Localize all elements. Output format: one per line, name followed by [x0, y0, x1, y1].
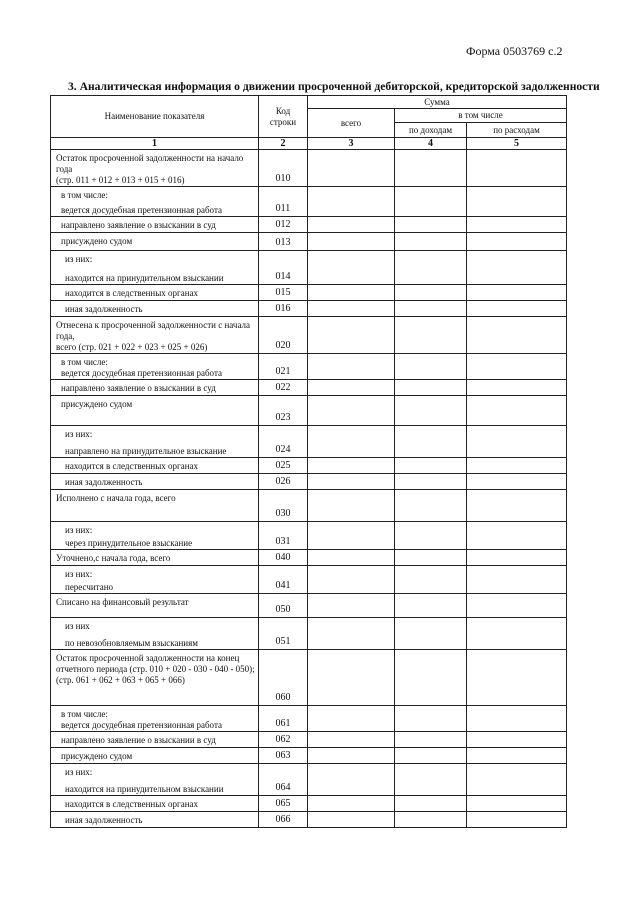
row-name-line: ведется досудебная претензионная работа — [61, 205, 222, 215]
cell-total[interactable] — [308, 650, 395, 706]
cell-total[interactable] — [308, 150, 395, 187]
column-number: 3 — [308, 138, 395, 150]
cell-expense[interactable] — [467, 458, 567, 474]
row-code: 041 — [259, 566, 308, 594]
column-number: 4 — [395, 138, 467, 150]
row-code: 012 — [259, 217, 308, 233]
row-name-line: Остаток просроченной задолженности на начало года — [56, 153, 244, 174]
table-row — [51, 474, 567, 490]
table-row — [51, 732, 567, 748]
cell-income[interactable] — [395, 474, 467, 490]
row-code: 015 — [259, 285, 308, 301]
row-name — [51, 396, 259, 426]
row-name-line: из них: — [65, 525, 93, 535]
row-name — [51, 618, 259, 650]
row-name — [51, 706, 259, 732]
cell-expense[interactable] — [467, 650, 567, 706]
table-row — [51, 233, 567, 251]
row-code: 021 — [259, 354, 308, 380]
row-code: 011 — [259, 187, 308, 217]
cell-expense[interactable] — [467, 354, 567, 380]
row-name — [51, 732, 259, 748]
table-row — [51, 317, 567, 354]
row-code: 014 — [259, 251, 308, 285]
header-code-line1: Код — [275, 105, 291, 116]
cell-expense[interactable] — [467, 187, 567, 217]
row-name-line: из них: — [65, 767, 93, 777]
row-name — [51, 490, 259, 522]
row-name-line: Отнесена к просроченной задолженности с начала года, — [56, 320, 251, 341]
cell-total[interactable] — [308, 354, 395, 380]
table-row — [51, 594, 567, 618]
row-code: 030 — [259, 490, 308, 522]
section-title: 3. Аналитическая информация о движении просроченной дебиторской, кредиторской задолженности — [68, 80, 600, 93]
cell-expense[interactable] — [467, 396, 567, 426]
cell-income[interactable] — [395, 317, 467, 354]
row-name — [51, 458, 259, 474]
row-name — [51, 317, 259, 354]
table-row — [51, 251, 567, 285]
cell-total[interactable] — [308, 317, 395, 354]
table-row — [51, 285, 567, 301]
row-code: 022 — [259, 380, 308, 396]
cell-income[interactable] — [395, 764, 467, 796]
row-code: 024 — [259, 426, 308, 458]
row-name-line: из них — [65, 621, 90, 631]
row-name-line: иная задолженность — [65, 304, 143, 314]
cell-expense[interactable] — [467, 812, 567, 828]
cell-expense[interactable] — [467, 490, 567, 522]
cell-expense[interactable] — [467, 380, 567, 396]
cell-total[interactable] — [308, 251, 395, 285]
table-row — [51, 301, 567, 317]
cell-income[interactable] — [395, 618, 467, 650]
cell-expense[interactable] — [467, 550, 567, 566]
row-code: 051 — [259, 618, 308, 650]
row-name — [51, 594, 259, 618]
cell-total[interactable] — [308, 706, 395, 732]
header-income: по доходам — [395, 123, 467, 138]
row-name-line: из них: — [65, 569, 93, 579]
cell-income[interactable] — [395, 285, 467, 301]
row-code: 040 — [259, 550, 308, 566]
row-name-line: из них: — [65, 429, 93, 439]
row-name — [51, 233, 259, 251]
cell-income[interactable] — [395, 187, 467, 217]
row-name-line: присуждено судом — [61, 751, 133, 761]
row-code: 060 — [259, 650, 308, 706]
cell-total[interactable] — [308, 217, 395, 233]
row-name — [51, 301, 259, 317]
table-row — [51, 706, 567, 732]
row-name-line: иная задолженность — [65, 477, 143, 487]
row-code: 063 — [259, 748, 308, 764]
cell-expense[interactable] — [467, 748, 567, 764]
cell-income[interactable] — [395, 566, 467, 594]
cell-income[interactable] — [395, 426, 467, 458]
table-row — [51, 426, 567, 458]
table-row — [51, 764, 567, 796]
row-name-line: через принудительное взыскание — [65, 538, 193, 548]
table-row — [51, 458, 567, 474]
row-name-line: находится в следственных органах — [65, 799, 199, 809]
row-code: 016 — [259, 301, 308, 317]
row-name-line: находится в следственных органах — [65, 288, 199, 298]
column-number: 1 — [51, 138, 259, 150]
cell-total[interactable] — [308, 594, 395, 618]
table-row — [51, 396, 567, 426]
row-name-line: Исполнено с начала года, всего — [56, 493, 176, 503]
cell-total[interactable] — [308, 618, 395, 650]
cell-expense[interactable] — [467, 522, 567, 550]
row-name-line: направлено заявление о взыскании в суд — [61, 735, 216, 745]
cell-total[interactable] — [308, 426, 395, 458]
cell-expense[interactable] — [467, 301, 567, 317]
row-name — [51, 217, 259, 233]
row-name-line: направлено заявление о взыскании в суд — [61, 383, 216, 393]
cell-total[interactable] — [308, 233, 395, 251]
cell-income[interactable] — [395, 380, 467, 396]
column-number: 2 — [259, 138, 308, 150]
cell-total[interactable] — [308, 748, 395, 764]
row-code: 020 — [259, 317, 308, 354]
row-name-line: находится на принудительном взыскании — [65, 273, 224, 283]
cell-total[interactable] — [308, 812, 395, 828]
table-row — [51, 748, 567, 764]
row-code: 026 — [259, 474, 308, 490]
cell-expense[interactable] — [467, 217, 567, 233]
cell-total[interactable] — [308, 566, 395, 594]
cell-income[interactable] — [395, 594, 467, 618]
table-row — [51, 812, 567, 828]
cell-income[interactable] — [395, 217, 467, 233]
cell-income[interactable] — [395, 251, 467, 285]
row-name-line: направлено на принудительное взыскание — [65, 446, 227, 456]
cell-income[interactable] — [395, 150, 467, 187]
row-name-line: Уточнено,с начала года, всего — [56, 553, 171, 563]
table-row — [51, 522, 567, 550]
cell-income[interactable] — [395, 396, 467, 426]
cell-income[interactable] — [395, 748, 467, 764]
row-name — [51, 426, 259, 458]
cell-total[interactable] — [308, 550, 395, 566]
cell-income[interactable] — [395, 233, 467, 251]
cell-total[interactable] — [308, 796, 395, 812]
row-name — [51, 354, 259, 380]
cell-expense[interactable] — [467, 764, 567, 796]
row-name-line: из них: — [65, 254, 93, 264]
cell-income[interactable] — [395, 812, 467, 828]
row-name-line: в том числе: — [61, 190, 108, 200]
cell-total[interactable] — [308, 301, 395, 317]
row-name-line: пересчитано — [65, 582, 114, 592]
cell-total[interactable] — [308, 474, 395, 490]
header-code — [259, 96, 308, 138]
cell-expense[interactable] — [467, 706, 567, 732]
row-name-line: всего (стр. 021 + 022 + 023 + 025 + 026) — [56, 342, 208, 352]
row-code: 066 — [259, 812, 308, 828]
row-code: 013 — [259, 233, 308, 251]
cell-expense[interactable] — [467, 285, 567, 301]
row-name-line: иная задолженность — [65, 815, 143, 825]
table-row — [51, 187, 567, 217]
table-row — [51, 217, 567, 233]
table-row — [51, 566, 567, 594]
row-name-line: (стр. 061 + 062 + 063 + 065 + 066) — [56, 675, 185, 685]
cell-expense[interactable] — [467, 566, 567, 594]
form-code: Форма 0503769 с.2 — [466, 44, 563, 58]
row-name-line: (стр. 011 + 012 + 013 + 015 + 016) — [56, 175, 185, 185]
row-name-line: находится на принудительном взыскании — [65, 784, 224, 794]
cell-income[interactable] — [395, 796, 467, 812]
cell-total[interactable] — [308, 458, 395, 474]
cell-income[interactable] — [395, 354, 467, 380]
row-name — [51, 796, 259, 812]
row-code: 031 — [259, 522, 308, 550]
table-row — [51, 796, 567, 812]
cell-total[interactable] — [308, 764, 395, 796]
row-name-line: отчетного периода (стр. 010 + 020 - 030 - 040 - 050); — [56, 664, 255, 674]
cell-expense[interactable] — [467, 732, 567, 748]
arrears-table — [50, 95, 567, 828]
row-name-line: ведется досудебная претензионная работа — [61, 368, 222, 378]
table-row — [51, 354, 567, 380]
cell-total[interactable] — [308, 380, 395, 396]
header-including: в том числе — [395, 109, 567, 123]
row-name — [51, 566, 259, 594]
cell-income[interactable] — [395, 706, 467, 732]
cell-expense[interactable] — [467, 150, 567, 187]
header-name: Наименование показателя — [51, 96, 259, 138]
cell-expense[interactable] — [467, 233, 567, 251]
cell-total[interactable] — [308, 187, 395, 217]
cell-income[interactable] — [395, 522, 467, 550]
row-name-line: направлено заявление о взыскании в суд — [61, 220, 216, 230]
cell-income[interactable] — [395, 550, 467, 566]
cell-total[interactable] — [308, 522, 395, 550]
cell-expense[interactable] — [467, 618, 567, 650]
row-name — [51, 748, 259, 764]
row-name — [51, 764, 259, 796]
row-name-line: Остаток просроченной задолженности на конец — [56, 653, 240, 663]
column-numbers-row — [51, 138, 567, 150]
cell-income[interactable] — [395, 490, 467, 522]
cell-expense[interactable] — [467, 474, 567, 490]
row-code: 025 — [259, 458, 308, 474]
cell-expense[interactable] — [467, 317, 567, 354]
row-name — [51, 380, 259, 396]
cell-income[interactable] — [395, 458, 467, 474]
row-name — [51, 251, 259, 285]
cell-total[interactable] — [308, 490, 395, 522]
cell-total[interactable] — [308, 396, 395, 426]
header-code-line2: строки — [269, 116, 297, 127]
cell-expense[interactable] — [467, 796, 567, 812]
row-code: 023 — [259, 396, 308, 426]
row-name — [51, 812, 259, 828]
row-name-line: присуждено судом — [61, 236, 133, 246]
cell-income[interactable] — [395, 301, 467, 317]
table-row — [51, 380, 567, 396]
row-code: 062 — [259, 732, 308, 748]
row-name — [51, 150, 259, 187]
row-name — [51, 522, 259, 550]
row-name-line: Списано на финансовый результат — [56, 597, 189, 607]
cell-income[interactable] — [395, 650, 467, 706]
cell-total[interactable] — [308, 285, 395, 301]
row-name — [51, 650, 259, 706]
table-row — [51, 490, 567, 522]
row-code: 050 — [259, 594, 308, 618]
table-row — [51, 618, 567, 650]
column-number: 5 — [467, 138, 567, 150]
row-name-line: присуждено судом — [61, 399, 133, 409]
row-name-line: ведется досудебная претензионная работа — [61, 720, 222, 730]
row-code: 065 — [259, 796, 308, 812]
header-expense: по расходам — [467, 123, 567, 138]
header-sum: Сумма — [308, 96, 567, 109]
row-name-line: в том числе: — [61, 357, 108, 367]
row-name-line: в том числе: — [61, 709, 108, 719]
header-total: всего — [308, 109, 395, 138]
row-code: 010 — [259, 150, 308, 187]
cell-expense[interactable] — [467, 426, 567, 458]
row-code: 064 — [259, 764, 308, 796]
row-name-line: по невозобновляемым взысканиям — [65, 638, 198, 648]
table-row — [51, 150, 567, 187]
cell-total[interactable] — [308, 732, 395, 748]
row-name — [51, 187, 259, 217]
row-code: 061 — [259, 706, 308, 732]
table-row — [51, 650, 567, 706]
cell-expense[interactable] — [467, 594, 567, 618]
row-name — [51, 285, 259, 301]
cell-expense[interactable] — [467, 251, 567, 285]
row-name — [51, 550, 259, 566]
table-row — [51, 550, 567, 566]
table-body — [51, 150, 567, 828]
row-name-line: находится в следственных органах — [65, 461, 199, 471]
cell-income[interactable] — [395, 732, 467, 748]
row-name — [51, 474, 259, 490]
